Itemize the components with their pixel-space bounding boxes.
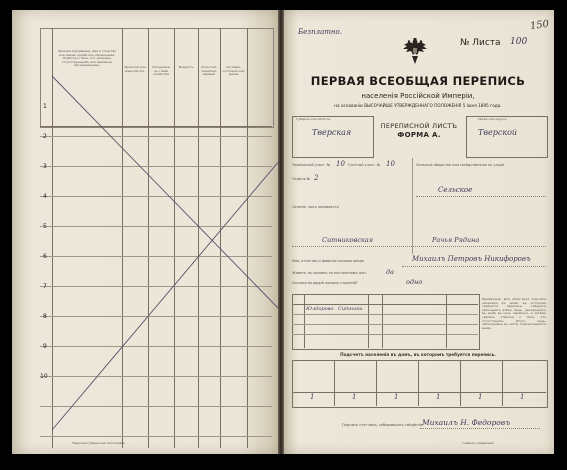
row-number: 1 [43,103,47,110]
row-number: 7 [43,283,47,290]
stamp-free: Безплатно. [298,28,342,36]
list-number-value: 100 [510,37,528,47]
guberniya-value: Тверская [312,128,352,137]
row-number: 9 [43,343,47,350]
column-header-status: Холостой, женатый, вдовый [201,65,217,77]
dwelling-value: одно [406,278,423,286]
dwelling-label: Сколько во дворѣ жилыхъ строеній? [292,281,358,285]
row-number: 3 [43,163,47,170]
footer-left: Тверская губернская типографія [72,441,125,445]
uezd-label: Уѣздъ или округъ: [478,117,508,121]
counts-title: Подсчетъ населенія въ домъ, въ которомъ требуется перепись. [340,352,496,357]
residents-table [292,294,480,350]
uezd-box [466,116,548,158]
list-number-pencil: 150 [529,18,550,33]
form-name: ФОРМА А. [397,131,441,139]
row-number: 10 [40,373,48,380]
guberniya-label: Губернія или область: [296,117,332,121]
count-cell: 1 [478,393,483,401]
signature-label: Подпись счетчика, собиравшаго свѣдѣнія: [342,423,424,427]
count-cell: 1 [520,393,525,401]
form-title: ПЕРЕПИСНОЙ ЛИСТЪ [380,122,458,130]
row-number: 8 [43,313,47,320]
resident-present-value-2: Ситники [338,306,363,312]
strike-through-lines [12,10,280,454]
page-subtitle: населенія Россійской Имперіи, [361,92,475,100]
eagle-emblem-icon [400,36,430,66]
schetny-value: 10 [386,160,395,168]
signature-value: Михаилъ Н. Федоровъ [422,418,511,427]
row-number: 5 [43,223,47,230]
count-cell: 1 [352,393,357,401]
count-cell: 1 [394,393,399,401]
footer-right: Главное управленіе [462,441,494,445]
row-number: 6 [43,253,47,260]
uchastok-value: 10 [336,160,345,168]
otdel-label: Отдѣлъ № [292,177,311,181]
guberniya-box [292,116,374,158]
selenie-value-2: Рачья Рядина [432,236,480,244]
right-page [282,10,554,454]
column-header-sex: Мужской или женскій пол. [124,65,146,73]
selenie-label: Селеніе, какъ называется [292,205,339,209]
column-header-age: Возрастъ [178,65,194,69]
counts-table [292,360,548,408]
obshchestvo-label: Сельское общество или сосѣдственное къ улицѣ [416,163,505,167]
residence-label: Живетъ ли хозяинъ на постоянномъ жит. [292,271,368,275]
row-number: 2 [43,133,47,140]
column-header-name: Фамилія (прозвище), имя и отчество или имена, кромѣ ихъ обозначенія. Отмѣтки о тѣхъ, кто записанъ отсутствующимъ или временно проживающимъ. [57,49,117,68]
side-notes: Примѣчаніе. Для облегченія подсчета населенія въ домѣ, въ которомъ требуется перепись, слѣдуетъ записывать всѣхъ лицъ, находящихся въ домѣ въ ночь переписи, и затѣмъ сдѣлать отмѣтки о тѣхъ, кто отсутствуетъ. Итого лицъ, записанныхъ въ листѣ, подсчитывается внизу. [482,297,547,330]
selenie-value: Ситниковская [322,236,374,244]
left-page [12,10,280,454]
resident-present-value: Юлдорово [306,306,334,312]
obshchestvo-value: Сельское [438,186,473,194]
residence-value: да [386,268,394,276]
book-gutter [278,10,284,454]
count-cell: 1 [310,393,315,401]
uchastok-label: Переписной участ. № [292,163,331,167]
column-header-relation: Отношеніе къ главѣ хозяйства [152,65,170,77]
page-title: ПЕРВАЯ ВСЕОБЩАЯ ПЕРЕПИСЬ [310,74,526,88]
decree-line: на основаніи ВЫСОЧАЙШЕ УТВЕРЖДЕННАГО ПОЛОЖЕНІЯ 5 Іюня 1895 года. [334,103,502,108]
column-header-estate: Сословіе, состояніе или званіе [222,65,245,77]
schetny-label: Счетный участ. № [348,163,381,167]
owner-value: Михаилъ Петровъ Никифоровъ [412,255,531,263]
owner-label: Имя, отчество и фамилія хозяина двора [292,259,364,263]
row-number: 4 [43,193,47,200]
count-cell: 1 [436,393,441,401]
uezd-value: Тверской [478,128,518,137]
census-sheet-spread [12,10,554,454]
otdel-value: 2 [314,174,319,182]
list-number-label: № Листа [460,38,501,48]
